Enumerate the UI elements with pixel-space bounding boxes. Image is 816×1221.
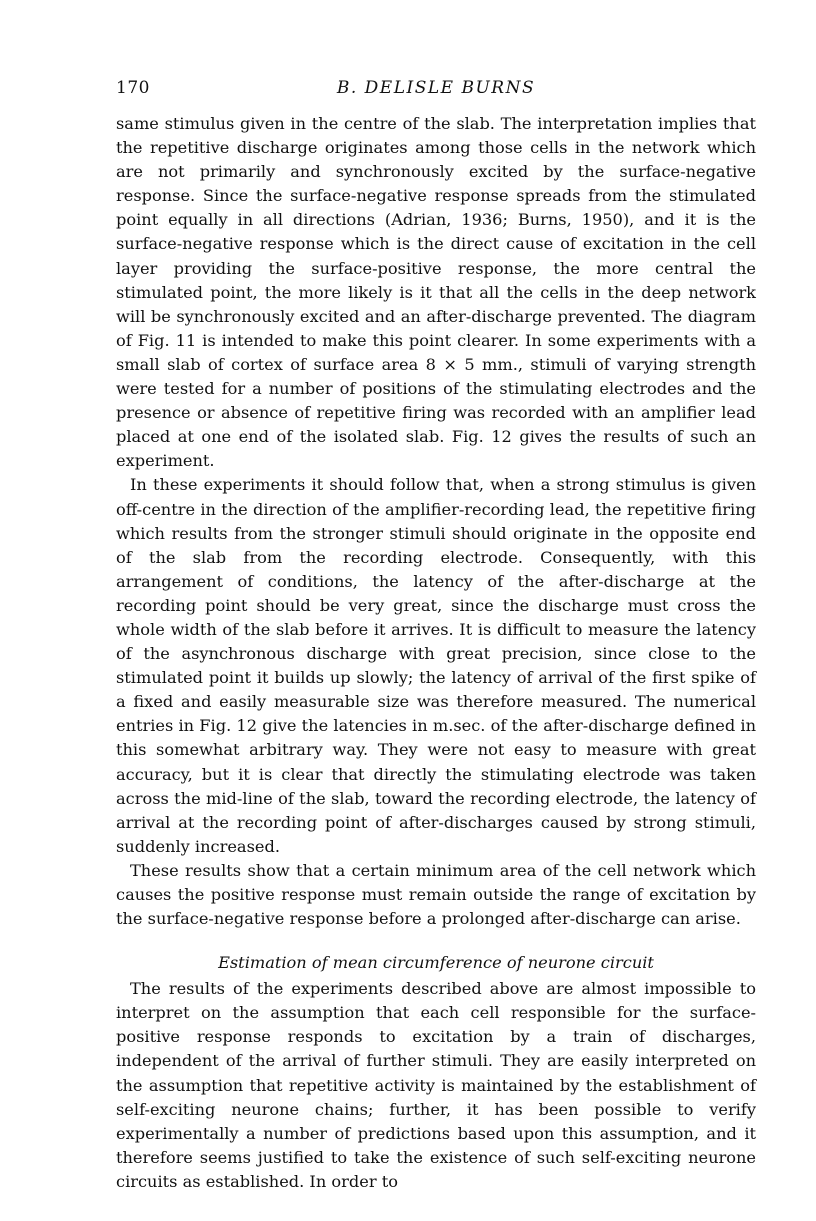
running-head: B. DELISLE BURNS	[336, 78, 536, 98]
paragraph-continuation: same stimulus given in the centre of the slab. The interpretation implies that the repetitive discharge originates among those cells in the network which are not primarily and synchronously excited by the surface-negative response. Since the surface-negative response spreads from the stimulated point equally in all directions (Adrian, 1936; Burns, 1950), and it is the surface-negative response which is the direct cause of excitation in the cell layer providing the surface-positive response, the more central the stimulated point, the more likely is it that all the cells in the deep network will be synchronously excited and an after-discharge prevented. The diagram of Fig. 11 is intended to make this point clearer. In some experiments with a small slab of cortex of surface area 8 × 5 mm., stimuli of varying strength were tested for a number of positions of the stimulating electrodes and the presence or absence of repetitive firing was recorded with an amplifier lead placed at one end of the isolated slab. Fig. 12 gives the results of such an experiment.	[116, 114, 756, 471]
page-header	[116, 78, 756, 102]
paragraph-latency: In these experiments it should follow that, when a strong stimulus is given off-centre in the direction of the amplifier-recording lead, the repetitive firing which results from the stronger stimuli should originate in the opposite end of the slab from the recording electrode. Consequently, with this arrangement of conditions, the latency of the after-discharge at the recording point should be very great, since the discharge must cross the whole width of the slab before it arrives. It is difficult to measure the latency of the asynchronous discharge with great precision, since close to the stimulated point it builds up slowly; the latency of arrival of the first spike of a fixed and easily measurable size was therefore measured. The numerical entries in Fig. 12 give the latencies in m.sec. of the after-discharge defined in this somewhat arbitrary way. They were not easy to measure with great accuracy, but it is clear that directly the stimulating electrode was taken across the mid-line of the slab, toward the recording electrode, the latency of arrival at the recording point of after-discharges caused by strong stimuli, suddenly increased.	[116, 475, 756, 856]
body-text	[116, 112, 756, 1194]
page-number: 170	[116, 78, 150, 98]
paragraph-section-intro: The results of the experiments described above are almost impossible to interpret on the assumption that each cell responsible for the surface-positive response responds to excitation by a train of discharges, independent of the arrival of further stimuli. They are easily interpreted on the assumption that repetitive activity is maintained by the establishment of self-exciting neurone chains; further, it has been possible to verify experimentally a number of predictions based upon this assumption, and it therefore seems justified to take the existence of such self-exciting neurone circuits as established. In order to	[116, 979, 756, 1191]
paragraph-results-summary: These results show that a certain minimum area of the cell network which causes the positive response must remain outside the range of excitation by the surface-negative response before a prolonged after-discharge can arise.	[116, 860, 756, 929]
section-heading: Estimation of mean circumference of neurone circuit	[218, 953, 654, 973]
